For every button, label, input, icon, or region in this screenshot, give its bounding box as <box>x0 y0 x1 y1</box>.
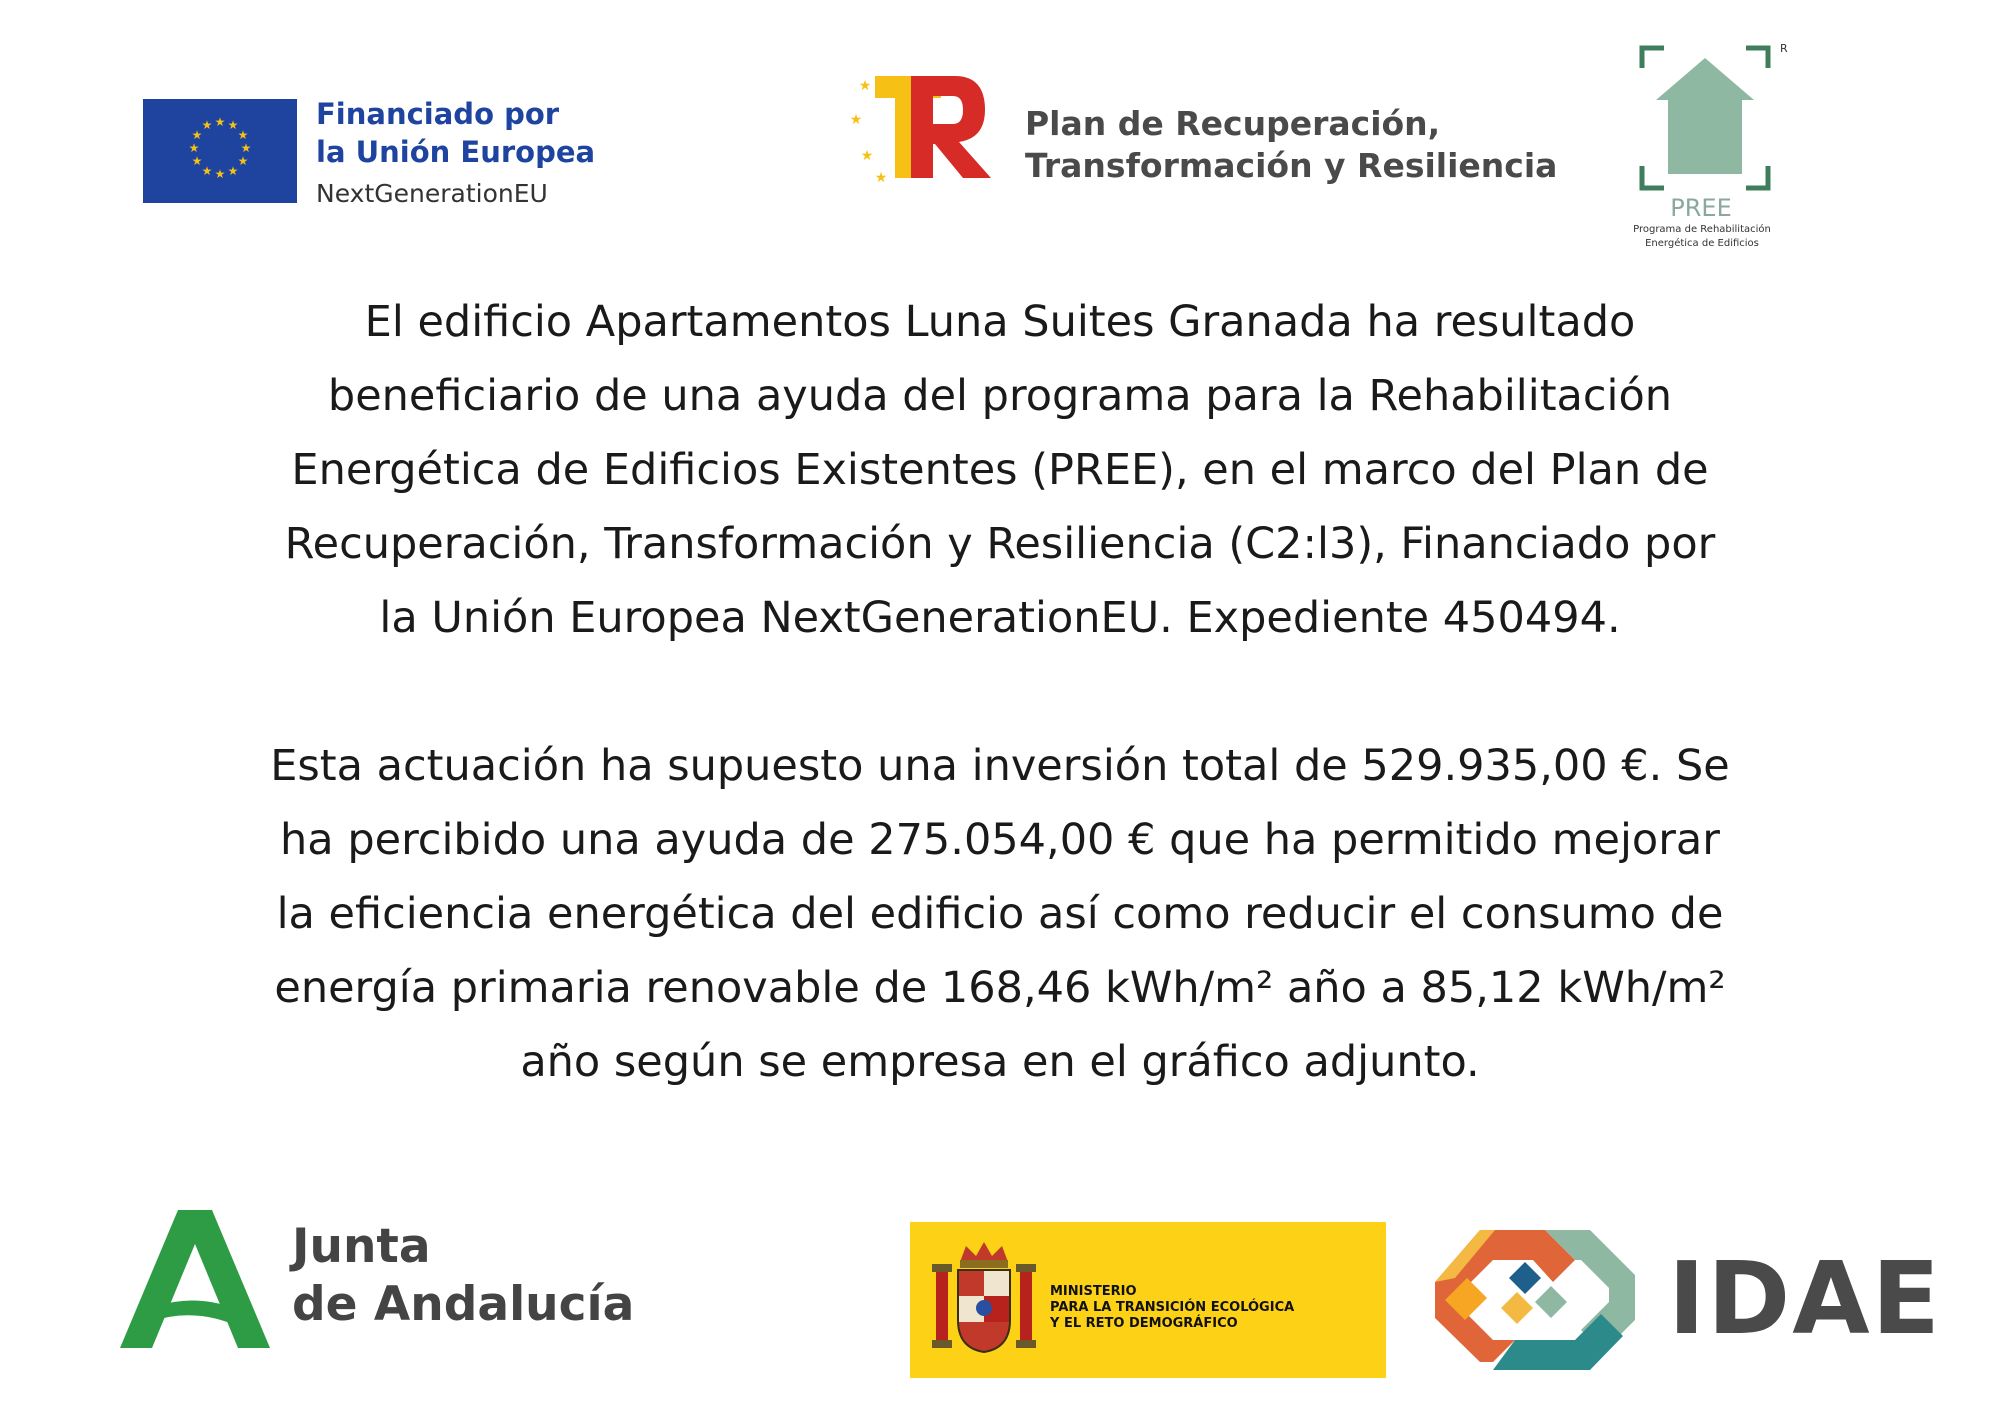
eu-funding-line2: la Unión Europea <box>316 135 596 169</box>
svg-text:★: ★ <box>188 141 200 155</box>
eu-funding-line1: Financiado por <box>316 97 560 131</box>
tr-mark-icon <box>845 68 993 186</box>
pree-subtitle-line1: Programa de Rehabilitación <box>1633 224 1771 235</box>
plan-recuperacion-line1: Plan de Recuperación, <box>1025 104 1441 143</box>
svg-text:★: ★ <box>227 118 239 132</box>
svg-text:★: ★ <box>191 154 203 168</box>
beneficiary-paragraph <box>150 285 1850 655</box>
paragraph-line: Energética de Edificios Existentes (PREE), en el marco del Plan de <box>291 445 1709 495</box>
svg-text:★: ★ <box>227 164 239 178</box>
junta-line2: de Andalucía <box>292 1277 635 1332</box>
paragraph-line: la Unión Europea NextGenerationEU. Expediente 450494. <box>379 593 1621 643</box>
svg-text:★: ★ <box>874 170 888 186</box>
svg-text:★: ★ <box>191 128 203 142</box>
paragraph-line: energía primaria renovable de 168,46 kWh/m² año a 85,12 kWh/m² <box>274 963 1726 1013</box>
ministerio-line2: PARA LA TRANSICIÓN ECOLÓGICA <box>1050 1300 1295 1315</box>
svg-text:R: R <box>1780 42 1788 55</box>
eu-flag-icon <box>143 99 297 203</box>
svg-text:★: ★ <box>860 148 874 164</box>
paragraph-line: El edificio Apartamentos Luna Suites Granada ha resultado <box>364 297 1636 347</box>
plan-recuperacion-line2: Transformación y Resiliencia <box>1025 146 1558 185</box>
idae-wordmark: IDAE <box>1668 1240 1942 1357</box>
coat-of-arms-icon <box>930 1240 1038 1358</box>
svg-text:★: ★ <box>214 167 226 181</box>
svg-text:★: ★ <box>240 141 252 155</box>
svg-text:★: ★ <box>849 112 863 128</box>
paragraph-line: beneficiario de una ayuda del programa para la Rehabilitación <box>327 371 1673 421</box>
paragraph-line: Recuperación, Transformación y Resiliencia (C2:l3), Financiado por <box>284 519 1716 569</box>
ministerio-line1: MINISTERIO <box>1050 1284 1137 1299</box>
paragraph-line: Esta actuación ha supuesto una inversión total de 529.935,00 €. Se <box>270 741 1730 791</box>
idae-knot-icon <box>1425 1220 1645 1380</box>
svg-text:★: ★ <box>858 78 872 94</box>
investment-paragraph <box>150 729 1850 1099</box>
junta-a-icon <box>120 1210 270 1348</box>
pree-subtitle-line2: Energética de Edificios <box>1645 238 1759 249</box>
svg-text:★: ★ <box>237 154 249 168</box>
svg-text:★: ★ <box>214 115 226 129</box>
ministerio-line3: Y EL RETO DEMOGRÁFICO <box>1050 1316 1238 1331</box>
paragraph-line: año según se empresa en el gráfico adjunto. <box>520 1037 1480 1087</box>
eu-funding-line3: NextGenerationEU <box>316 179 548 208</box>
paragraph-line: la eficiencia energética del edificio así como reducir el consumo de <box>276 889 1724 939</box>
junta-line1: Junta <box>292 1219 431 1274</box>
svg-text:★: ★ <box>201 118 213 132</box>
svg-text:★: ★ <box>237 128 249 142</box>
pree-title: PREE <box>1670 194 1732 222</box>
paragraph-line: ha percibido una ayuda de 275.054,00 € que ha permitido mejorar <box>280 815 1720 865</box>
house-icon <box>1630 38 1790 198</box>
svg-text:★: ★ <box>201 164 213 178</box>
